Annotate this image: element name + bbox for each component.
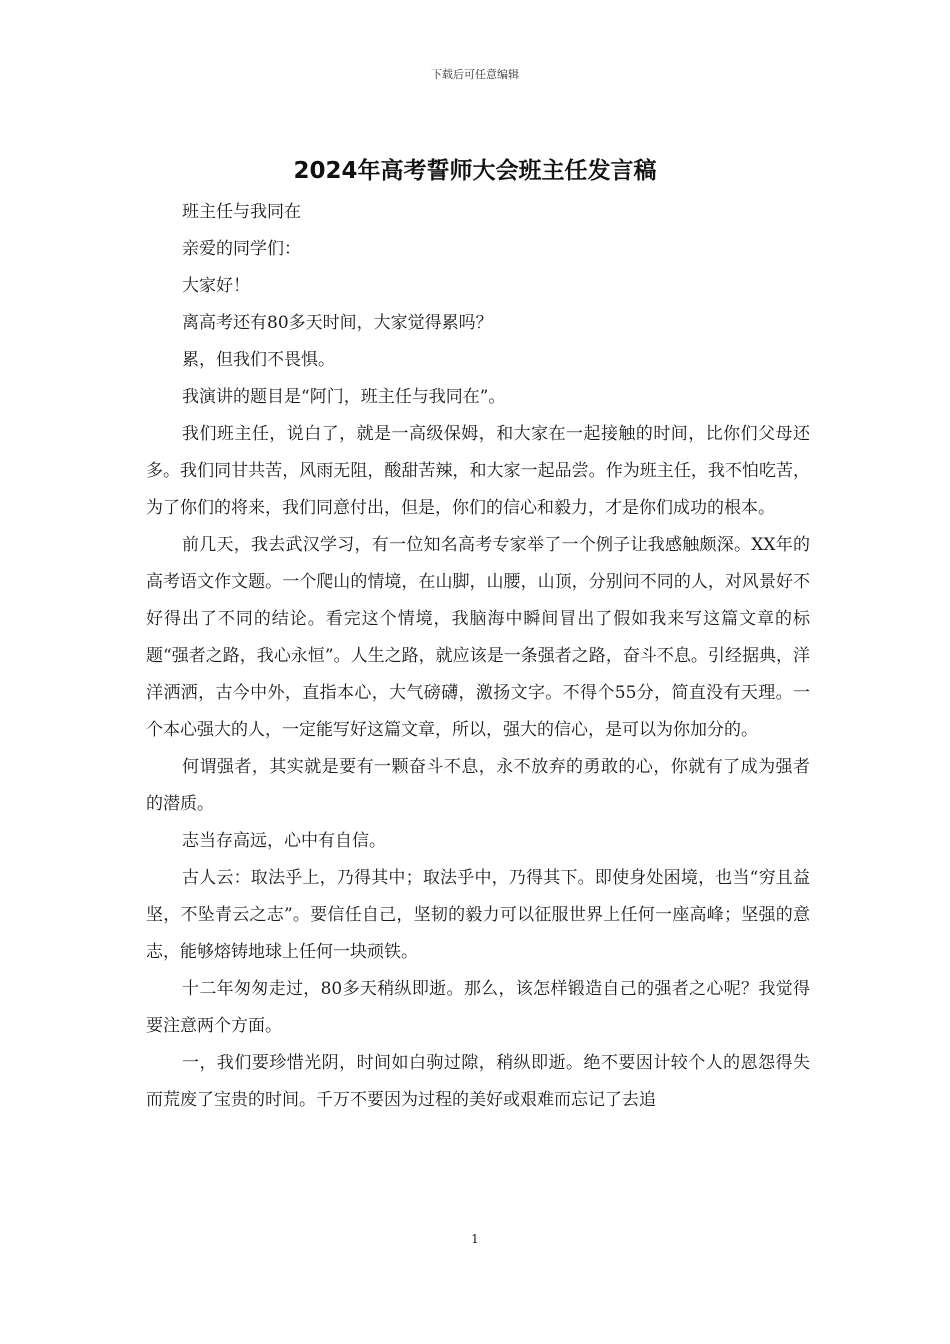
paragraph: 离高考还有80多天时间，大家觉得累吗？ <box>182 313 493 333</box>
page-header-note: 下载后可任意编辑 <box>431 68 519 81</box>
page-number: 1 <box>471 1232 479 1246</box>
document-body <box>146 194 810 1119</box>
paragraph: 班主任与我同在 <box>182 202 301 222</box>
paragraph: 我演讲的题目是“阿门，班主任与我同在”。 <box>182 387 506 407</box>
paragraph: 大家好！ <box>182 276 250 296</box>
paragraph: 十二年匆匆走过，80多天稍纵即逝。那么，该怎样锻造自己的强者之心呢？我觉得要注意两个方面。 <box>146 979 810 1036</box>
document-title: 2024年高考誓师大会班主任发言稿 <box>293 158 657 184</box>
paragraph: 累，但我们不畏惧。 <box>182 350 335 370</box>
paragraph: 亲爱的同学们： <box>182 239 301 259</box>
paragraph: 前几天，我去武汉学习，有一位知名高考专家举了一个例子让我感触颇深。XX年的高考语文作文题。一个爬山的情境，在山脚，山腰，山顶，分别问不同的人，对风景好不好得出了不同的结论。看完这个情境，我脑海中瞬间冒出了假如我来写这篇文章的标题“强者之路，我心永恒”。人生之路，就应该是一条强者之路，奋斗不息。引经据典，洋洋洒洒，古今中外，直指本心，大气磅礴，激扬文字。不得个55分，简直没有天理。一个本心强大的人，一定能写好这篇文章，所以，强大的信心，是可以为你加分的。 <box>146 535 810 740</box>
paragraph: 我们班主任，说白了，就是一高级保姆，和大家在一起接触的时间，比你们父母还多。我们同甘共苦，风雨无阻，酸甜苦辣，和大家一起品尝。作为班主任，我不怕吃苦，为了你们的将来，我们同意付出，但是，你们的信心和毅力，才是你们成功的根本。 <box>146 424 810 518</box>
paragraph: 一，我们要珍惜光阴，时间如白驹过隙，稍纵即逝。绝不要因计较个人的恩怨得失而荒废了宝贵的时间。千万不要因为过程的美好或艰难而忘记了去追 <box>146 1053 810 1110</box>
paragraph: 志当存高远，心中有自信。 <box>182 831 386 851</box>
paragraph: 何谓强者，其实就是要有一颗奋斗不息，永不放弃的勇敢的心，你就有了成为强者的潜质。 <box>146 757 810 814</box>
paragraph: 古人云：取法乎上，乃得其中；取法乎中，乃得其下。即使身处困境，也当“穷且益坚，不坠青云之志”。要信任自己，坚韧的毅力可以征服世界上任何一座高峰；坚强的意志，能够熔铸地球上任何一块顽铁。 <box>146 868 810 962</box>
